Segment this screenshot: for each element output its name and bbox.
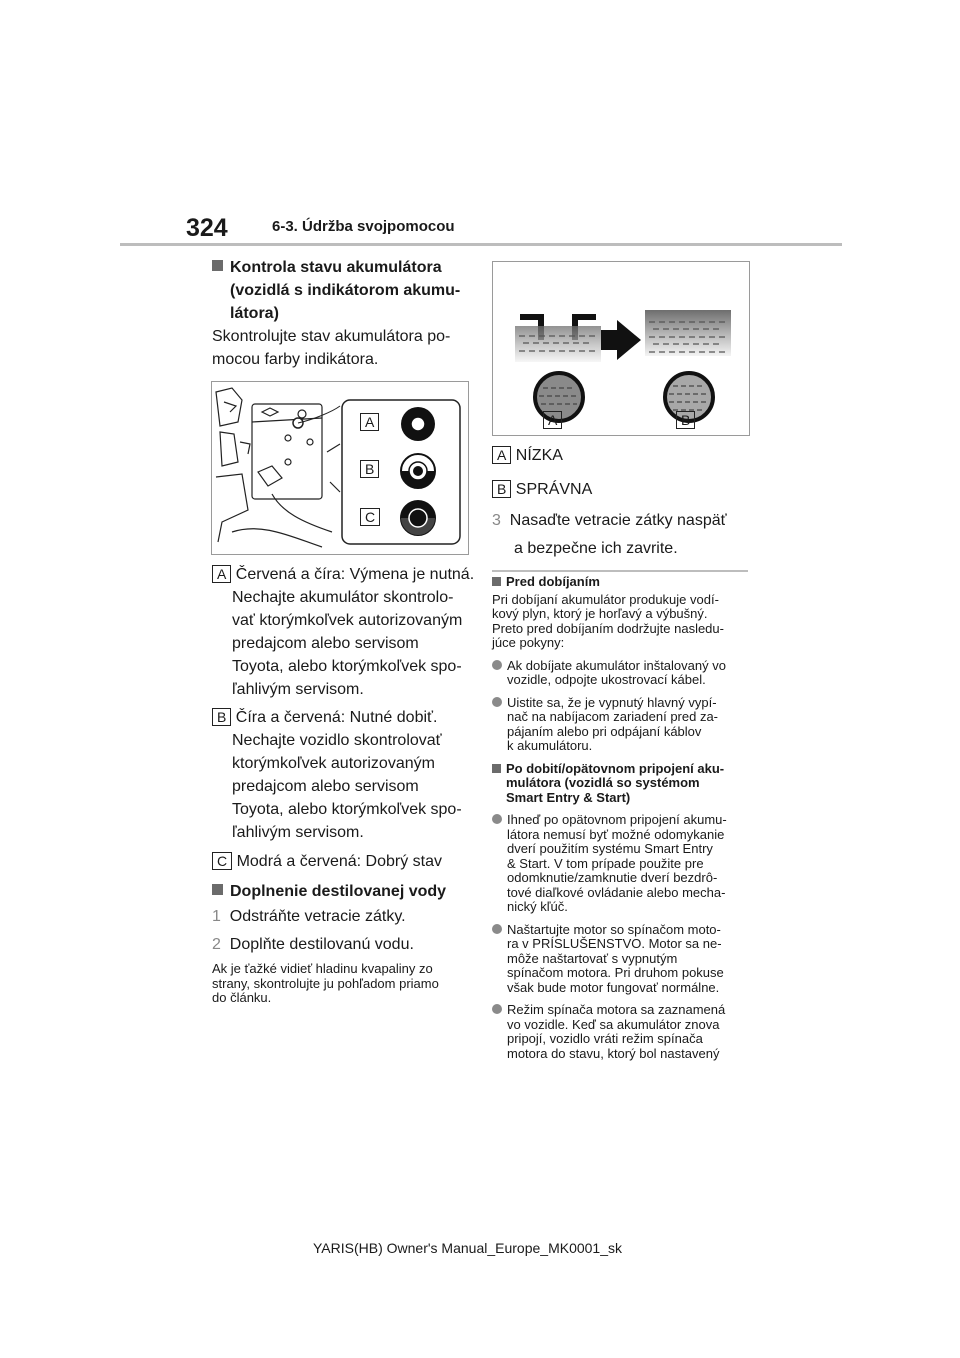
item-line: Nechajte vozidlo skontrolovať [232,732,442,749]
round-bullet-icon [492,660,502,670]
bullet-line: Režim spínača motora sa zaznamená [507,1002,726,1017]
item-a [212,563,474,701]
label-b-badge: B [492,480,511,498]
paragraph-line: Pri dobíjaní akumulátor produkuje vodí- [492,591,719,607]
item-line: ktorýmkoľvek autorizovaným [232,755,435,772]
round-bullet-icon [492,924,502,934]
intro-line: Skontrolujte stav akumulátora po- [212,328,451,345]
item-b [212,706,462,844]
page-number: 324 [186,214,228,242]
intro-paragraph [212,325,450,371]
step-number: 3 [492,512,501,529]
footer-manual-id: YARIS(HB) Owner's Manual_Europe_MK0001_sk [313,1240,622,1256]
note-line: do článku. [212,990,272,1005]
heading-text: Doplnenie destilovanej vody [230,883,447,900]
distilled-water-heading [212,880,446,903]
bullet-line: tové diaľkové ovládanie alebo mecha- [507,884,726,900]
item-line: Červená a číra: Výmena je nutná. [235,566,475,583]
item-line: Modrá a červená: Dobrý stav [236,853,442,870]
bullet-line: nický kľúč. [507,899,568,914]
square-bullet-icon [212,884,223,895]
step-number: 1 [212,908,221,925]
step-number: 2 [212,936,221,953]
item-c [212,850,442,873]
item-line: Toyota, alebo ktorýmkoľvek spo- [232,658,462,675]
step-3 [492,509,727,560]
label-a-badge: A [492,446,511,464]
bullet-item [492,923,754,996]
bullet-line: k akumulátoru. [507,738,593,753]
item-line: vať ktorýmkoľvek autorizovaným [232,612,463,629]
notes-divider [492,570,748,572]
figure-label-b: B [360,460,379,478]
fluid-level-figure [492,261,750,436]
bullet-line: Ak dobíjate akumulátor inštalovaný vo [507,657,726,673]
bullet-line: spínačom motora. Pri druhom pokuse [507,965,724,980]
bullet-line: nač na nabíjacom zariadení pred za- [507,709,719,724]
label-c-badge: C [212,852,232,870]
level-text: NÍZKA [515,447,563,464]
bullet-line: látora nemusí byť možné odomykanie [507,826,725,842]
label-b-badge: B [212,708,231,726]
bullet-line: Uistite sa, že je vypnutý hlavný vypí- [507,694,717,710]
indicator-b-icon [398,451,438,491]
round-bullet-icon [492,814,502,824]
level-text: SPRÁVNA [515,481,593,498]
figure-label-b: B [676,411,695,429]
figure-label-c: C [360,508,380,526]
step-text: Doplňte destilovanú vodu. [229,936,414,953]
charging-paragraph [492,593,754,651]
figure-label-a: A [543,411,562,429]
heading-line: látora) [230,305,279,322]
indicator-c-icon [398,498,438,538]
item-line: Toyota, alebo ktorýmkoľvek spo- [232,801,462,818]
step-2 [212,933,414,956]
level-correct [492,478,592,501]
bullet-item [492,1003,754,1061]
bullet-line: však bude motor fungovať normálne. [507,979,720,995]
step-text: Nasaďte vetracie zátky naspäť [509,512,727,529]
bullet-line: Ihneď po opätovnom pripojení akumu- [507,812,727,827]
item-line: ľahlivým servisom. [232,824,364,841]
paragraph-line: kový plyn, ktorý je horľavý a výbušný. [492,606,708,621]
heading-line: Kontrola stavu akumulátora [230,259,442,276]
bullet-line: Naštartujte motor so spínačom moto- [507,921,721,937]
round-bullet-icon [492,697,502,707]
note-line: Ak je ťažké vidieť hladinu kvapaliny zo [212,961,433,976]
subheading-text: Po dobití/opätovnom pripojení aku- [506,760,725,776]
charging-notes [492,575,754,1061]
step-1 [212,905,406,928]
square-bullet-icon [492,577,501,586]
item-line: predajcom alebo servisom [232,635,419,652]
bullet-line: odomknutie/zamknutie dverí bezdrô- [507,870,718,885]
level-low [492,444,563,467]
item-line: Číra a červená: Nutné dobiť. [235,709,438,726]
bullet-line: pripojí, vozidlo vráti režim spínača [507,1031,703,1046]
bullet-line: dverí použitím systému Smart Entry [507,841,713,856]
item-line: ľahlivým servisom. [232,681,364,698]
heading-line: (vozidlá s indikátorom akumu- [230,282,461,299]
bullet-item [492,659,754,688]
bullet-line: ra v PRÍSLUŠENSTVO. Motor sa ne- [507,936,722,951]
bullet-item [492,696,754,754]
header-divider [120,243,842,246]
figure-label-a: A [360,413,379,431]
intro-line: mocou farby indikátora. [212,351,379,368]
step-text: a bezpečne ich zavrite. [514,540,678,557]
square-bullet-icon [212,260,223,271]
battery-check-heading [212,256,460,325]
section-title: 6-3. Údržba svojpomocou [272,218,455,235]
bullet-line: & Start. V tom prípade použite pre [507,855,704,871]
bullet-line: môže naštartovať s vypnutým [507,950,678,966]
step-text: Odstráňte vetracie zátky. [229,908,406,925]
round-bullet-icon [492,1004,502,1014]
bullet-item [492,813,754,915]
bullet-line: pájaním alebo pri odpájaní káblov [507,723,702,739]
subheading-after-charging [492,762,754,806]
item-line: predajcom alebo servisom [232,778,419,795]
paragraph-line: Preto pred dobíjaním dodržujte nasledu- [492,620,724,636]
note-line: strany, skontrolujte ju pohľadom priamo [212,975,439,991]
indicator-a-icon [398,404,438,444]
square-bullet-icon [492,764,501,773]
fluid-level-illustration [493,262,749,435]
paragraph-line: júce pokyny: [492,635,565,650]
battery-indicator-figure [211,381,469,555]
bullet-line: vo vozidle. Keď sa akumulátor znova [507,1016,720,1032]
subheading-text: Smart Entry & Start) [506,789,631,805]
subheading-text: Pred dobíjaním [506,574,600,589]
label-a-badge: A [212,565,231,583]
bullet-line: motora do stavu, ktorý bol nastavený [507,1045,720,1061]
item-line: Nechajte akumulátor skontrolo- [232,589,454,606]
bullet-line: vozidle, odpojte ukostrovací kábel. [507,672,706,687]
subheading-text: mulátora (vozidlá so systémom [506,775,700,790]
subheading-before-charging [492,575,754,590]
inspection-note [212,962,439,1006]
